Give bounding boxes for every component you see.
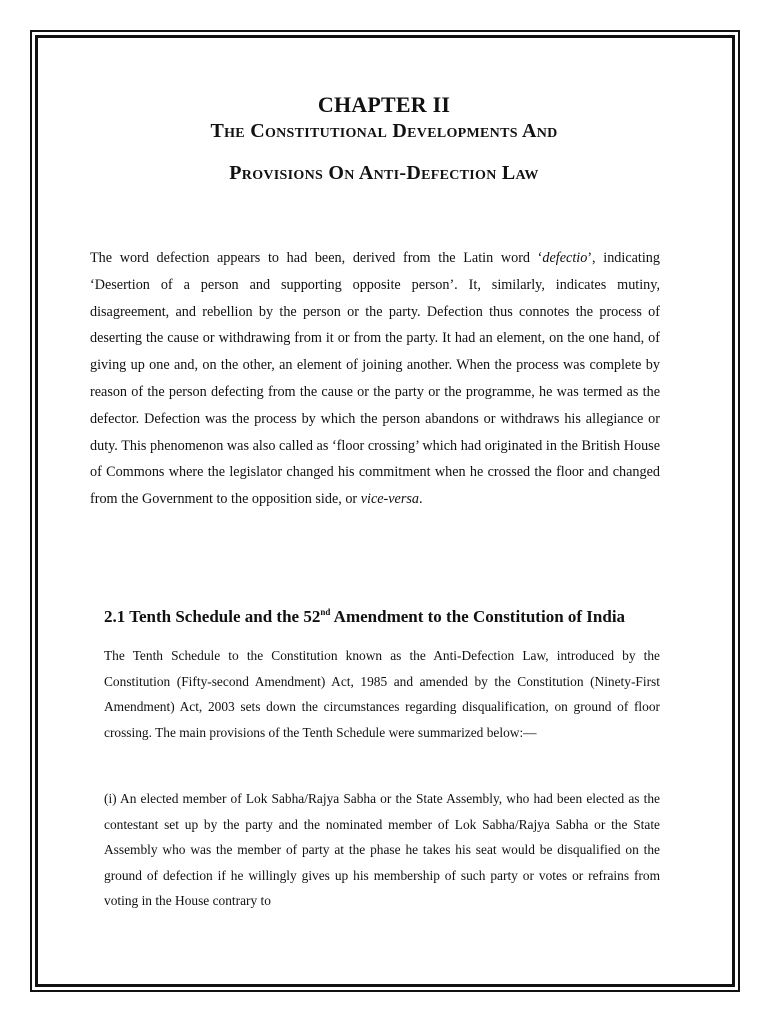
paragraph-text: The word defection appears to had been, derived from the Latin word ‘	[90, 250, 543, 266]
section-heading-text: Amendment to the Constitution of India	[330, 607, 626, 626]
paragraph-text: ’, indicating ‘Desertion of a person and supporting opposite person’. It, similarly, indicates mutiny, disagreement, and rebellion by the person or the party. Defection thus connotes the process of deserting the cause or withdrawing from it or from the party. It had an element, on the one hand, of giving up one and, on the other, an element of joining another. When the process was complete by reason of the person defecting from the cause or the party or the programme, he was termed as the defector. Defection was the process by which the person abandons or withdraws his allegiance or duty. This phenomenon was also called as ‘floor crossing’ which had originated in the British House of Commons where the legislator changed his commitment when he crossed the floor and changed from the Government to the opposition side, or	[90, 250, 660, 508]
paragraph-end: .	[419, 491, 423, 508]
section-heading	[104, 607, 625, 627]
paragraph-defection-definition	[90, 245, 660, 513]
provision-item-1: (i) An elected member of Lok Sabha/Rajya Sabha or the State Assembly, who had been elected as the contestant set up by the party and the nominated member of Lok Sabha/Rajya Sabha or the State Assembly who was the member of party at the phase he takes his seat would be disqualified on the ground of defection if he willingly gives up his membership of such party or votes or refrains from voting in the House contrary to	[104, 791, 660, 909]
chapter-number: CHAPTER II	[317, 92, 451, 117]
latin-phrase: vice-versa	[360, 491, 419, 508]
section-heading-text: 2.1 Tenth Schedule and the 52	[104, 607, 321, 626]
chapter-title-line-2: Provisions On Anti-Defection Law	[229, 162, 539, 184]
latin-term: defectio	[542, 250, 588, 266]
chapter-title-line-1: The Constitutional Developments And	[210, 120, 558, 142]
ordinal-superscript: nd	[320, 607, 331, 617]
paragraph-tenth-schedule: The Tenth Schedule to the Constitution known as the Anti-Defection Law, introduced by the Constitution (Fifty-second Amendment) Act, 1985 and amended by the Constitution (Ninety-First Amendment) Act, 2003 sets down the circumstances regarding disqualification, on ground of floor crossing. The main provisions of the Tenth Schedule were summarized below:—	[104, 648, 660, 740]
